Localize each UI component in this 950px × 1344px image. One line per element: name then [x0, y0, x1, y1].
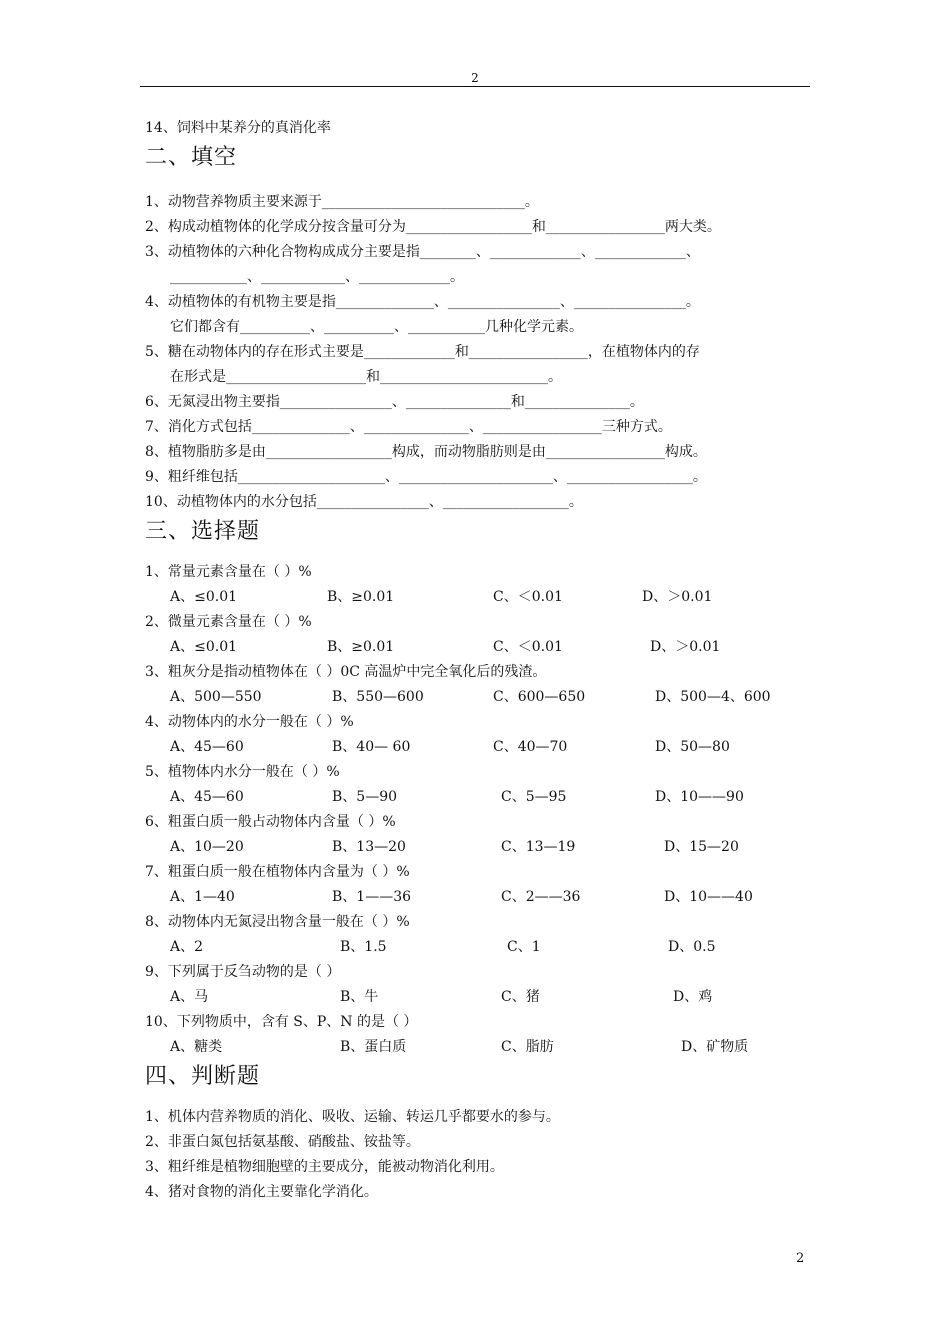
option-d: D、10——40 — [664, 889, 753, 905]
section-heading-fill-blank: 二、填空 — [145, 145, 238, 170]
question-text: 5、植物体内水分一般在（ ）% — [145, 764, 340, 780]
option-b: B、1.5 — [340, 939, 387, 955]
fill-blank-line: 8、植物脂肪多是由__________________构成，而动物脂肪则是由_________________构成。 — [145, 444, 707, 460]
option-c: C、40—70 — [493, 739, 568, 755]
option-d: D、0.5 — [668, 939, 716, 955]
option-a: A、45—60 — [170, 739, 244, 755]
fill-blank-list — [145, 190, 815, 515]
option-a: A、糖类 — [170, 1039, 223, 1055]
option-b: B、550—600 — [332, 689, 424, 705]
option-a: A、≤0.01 — [170, 589, 238, 605]
option-a: A、马 — [170, 989, 209, 1005]
option-b: B、蛋白质 — [340, 1039, 407, 1055]
option-d: D、鸡 — [673, 989, 713, 1005]
option-a: A、45—60 — [170, 789, 244, 805]
option-a: A、10—20 — [170, 839, 244, 855]
question-text: 10、下列物质中，含有 S、P、N 的是（ ） — [145, 1014, 418, 1030]
option-b: B、≥0.01 — [327, 639, 395, 655]
option-row — [145, 835, 815, 860]
option-c: C、猪 — [501, 989, 540, 1005]
intro-line: 14、饲料中某养分的真消化率 — [145, 120, 331, 136]
question-text: 7、粗蛋白质一般在植物体内含量为（ ）% — [145, 864, 410, 880]
fill-blank-line: 10、动植物体内的水分包括________________、__________________。 — [145, 494, 583, 510]
true-false-item: 3、粗纤维是植物细胞壁的主要成分，能被动物消化利用。 — [145, 1159, 504, 1175]
header-page-number: 2 — [471, 71, 479, 85]
option-d: D、＞0.01 — [642, 589, 713, 605]
fill-blank-line: 1、动物营养物质主要来源于_____________________________。 — [145, 194, 539, 210]
option-row — [145, 935, 815, 960]
true-false-item: 2、非蛋白氮包括氨基酸、硝酸盐、铵盐等。 — [145, 1134, 420, 1150]
section-heading-true-false: 四、判断题 — [145, 1064, 261, 1089]
option-a: A、≤0.01 — [170, 639, 238, 655]
true-false-list — [145, 1105, 815, 1205]
question-text: 6、粗蛋白质一般占动物体内含量（ ）% — [145, 814, 396, 830]
footer-page-number: 2 — [796, 1251, 805, 1266]
fill-blank-line: ___________、____________、_____________。 — [170, 269, 464, 285]
fill-blank-line: 它们都含有__________、__________、___________几种化学元素。 — [170, 319, 583, 335]
option-d: D、10——90 — [655, 789, 744, 805]
true-false-item: 1、机体内营养物质的消化、吸收、运输、转运几乎都要水的参与。 — [145, 1109, 560, 1125]
option-row — [145, 635, 815, 660]
option-row — [145, 685, 815, 710]
option-b: B、1——36 — [332, 889, 412, 905]
option-c: C、＜0.01 — [493, 639, 563, 655]
option-c: C、600—650 — [493, 689, 586, 705]
document-body — [145, 116, 815, 1205]
option-b: B、牛 — [340, 989, 379, 1005]
question-text: 2、微量元素含量在（ ）% — [145, 614, 312, 630]
option-a: A、500—550 — [170, 689, 262, 705]
fill-blank-line: 9、粗纤维包括_____________________、______________________、__________________。 — [145, 469, 707, 485]
fill-blank-line: 4、动植物体的有机物主要是指______________、________________、________________。 — [145, 294, 700, 310]
option-c: C、5—95 — [501, 789, 567, 805]
option-row — [145, 785, 815, 810]
option-b: B、40— 60 — [332, 739, 411, 755]
fill-blank-line: 7、消化方式包括______________、_______________、_________________三种方式。 — [145, 419, 672, 435]
option-d: D、15—20 — [664, 839, 739, 855]
option-d: D、500—4、600 — [655, 689, 771, 705]
fill-blank-line: 3、动植物体的六种化合物构成成分主要是指________、_____________、_____________、 — [145, 244, 700, 260]
option-c: C、＜0.01 — [493, 589, 563, 605]
option-b: B、≥0.01 — [327, 589, 395, 605]
multiple-choice-list — [145, 560, 815, 1060]
question-text: 3、粗灰分是指动植物体在（ ）0C 高温炉中完全氧化后的残渣。 — [145, 664, 547, 680]
option-row — [145, 885, 815, 910]
option-row — [145, 985, 815, 1010]
fill-blank-line: 6、无氮浸出物主要指________________、_______________和_______________。 — [145, 394, 644, 410]
option-d: D、矿物质 — [681, 1039, 749, 1055]
option-b: B、13—20 — [332, 839, 406, 855]
question-text: 4、动物体内的水分一般在（ ）% — [145, 714, 354, 730]
true-false-item: 4、猪对食物的消化主要靠化学消化。 — [145, 1184, 378, 1200]
fill-blank-line: 5、糖在动物体内的存在形式主要是_____________和_________________，在植物体内的存 — [145, 344, 700, 360]
option-d: D、50—80 — [655, 739, 730, 755]
question-text: 1、常量元素含量在（ ）% — [145, 564, 312, 580]
option-row — [145, 735, 815, 760]
question-text: 9、下列属于反刍动物的是（ ） — [145, 964, 341, 980]
section-heading-multiple-choice: 三、选择题 — [145, 519, 261, 544]
option-row — [145, 1035, 815, 1060]
option-c: C、2——36 — [501, 889, 581, 905]
option-c: C、13—19 — [501, 839, 576, 855]
header-rule — [140, 86, 810, 87]
fill-blank-line: 2、构成动植物体的化学成分按含量可分为__________________和_________________两大类。 — [145, 219, 721, 235]
option-a: A、1—40 — [170, 889, 235, 905]
option-c: C、脂肪 — [501, 1039, 554, 1055]
option-d: D、＞0.01 — [650, 639, 721, 655]
option-b: B、5—90 — [332, 789, 398, 805]
option-row — [145, 585, 815, 610]
question-text: 8、动物体内无氮浸出物含量一般在（ ）% — [145, 914, 410, 930]
fill-blank-line: 在形式是____________________和________________________。 — [170, 369, 562, 385]
option-a: A、2 — [170, 939, 204, 955]
option-c: C、1 — [507, 939, 541, 955]
